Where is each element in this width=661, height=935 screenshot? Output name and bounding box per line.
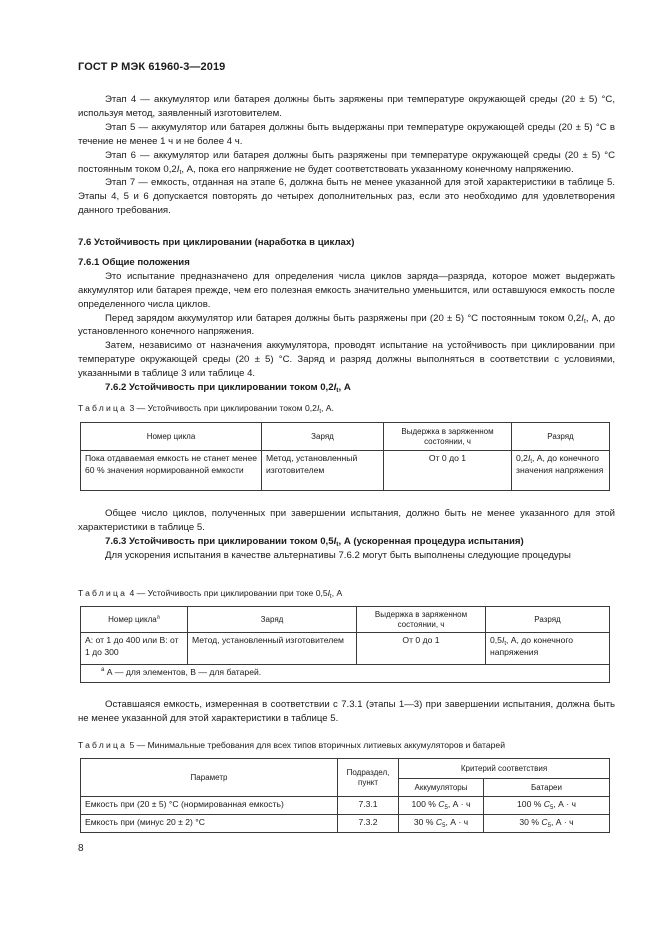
general-p1: Это испытание предназначено для определения числа циклов заряда—разряда, которое может выдержать аккумулятор или батарея прежде, чем его полезная емкость значительно уменьшится, или оставшуюся емкость после определенного числа циклов. — [78, 270, 615, 310]
table-3 — [80, 422, 610, 491]
table4-caption: Таблица 4 — Устойчивость при циклировании при токе $0,5I_t$, А — [78, 588, 343, 600]
after-table3: Общее число циклов, полученных при завершении испытания, должно быть не менее указанного для этой характеристики в таблице 5. — [78, 508, 615, 533]
heading-7-6-2: 7.6.2 Устойчивость при циклировании током $0,2I_t$, А — [105, 382, 351, 395]
stage-7: Этап 7 — емкость, отданная на этапе 6, должна быть не менее указанной для этой характеристики в таблице 5. Этапы 4, 5 и 6 допускается повторять до четырех дополнительных раз, если это необходимо для удовлетворения данного требования. — [78, 177, 615, 217]
t4-cell-cycle: А: от 1 до 400 или В: от 1 до 300 — [81, 633, 188, 665]
t5-cell-batteries: 30 % $C_5$, А · ч — [484, 815, 610, 833]
general-p3: Затем, независимо от назначения аккумулятора, проводят испытание на устойчивость при циклировании при температуре окружающей среды (20 ± 5) °С. Заряд и разряд должны выполняться в соответствии с условиями, указанными в таблице 3 или таблице 4. — [78, 340, 615, 380]
stages-block — [78, 93, 615, 218]
table-row — [81, 633, 610, 665]
t4-cell-discharge: $0,5I_t$, А, до конечного напряжения — [486, 633, 610, 665]
table3-caption: Таблица 3 — Устойчивость при циклировании током $0,2I_t$, А. — [78, 403, 334, 415]
section-7-6-3 — [78, 507, 615, 563]
t4-header-charge: Заряд — [188, 607, 357, 633]
page-number: 8 — [78, 843, 84, 854]
table5-caption: Таблица 5 — Минимальные требования для всех типов вторичных литиевых аккумуляторов и батарей — [78, 740, 505, 750]
t4-cell-hold: От 0 до 1 — [357, 633, 486, 665]
t4-cell-charge: Метод, установленный изготовителем — [188, 633, 357, 665]
after-table4: Оставшаяся емкость, измеренная в соответствии с 7.3.1 (этапы 1—3) при завершении испытания, должна быть не менее указанной для этой характеристики в таблице 5. — [78, 699, 615, 724]
table-4 — [80, 606, 610, 683]
t5-header-criterion: Критерий соответствия — [399, 759, 610, 779]
t3-cell-discharge: $0,2I_t$, А, до конечного значения напряжения — [512, 451, 610, 491]
stage-4: Этап 4 — аккумулятор или батарея должны быть заряжены при температуре окружающей среды (20 ± 5) °С, используя метод, заявленный изготовителем. — [78, 94, 615, 119]
t3-header-charge: Заряд — [262, 423, 384, 451]
t4-footnote: $^а$ А — для элементов, В — для батарей. — [81, 665, 610, 683]
t5-header-accumulators: Аккумуляторы — [399, 779, 484, 797]
stage-5: Этап 5 — аккумулятор или батарея должны быть выдержаны при температуре окружающей среды (20 ± 5) °С в течение не менее 1 ч и не более 4 ч. — [78, 121, 615, 147]
stage-6: Этап 6 — аккумулятор или батарея должны быть разряжены при температуре окружающей среды (20 ± 5) °С постоянным током $0,2I_t$, А, пока его напряжение не будет соответствовать указанному конечному напряжению. — [78, 149, 615, 176]
accel-text: Для ускорения испытания в качестве альтернативы 7.6.2 могут быть выполнены следующие процедуры — [105, 549, 571, 561]
t5-header-subsection: Подраздел, пункт — [338, 759, 399, 797]
t5-cell-param: Емкость при (20 ± 5) °С (нормированная емкость) — [81, 797, 338, 815]
t5-cell-accumulators: 100 % $C_5$, А · ч — [399, 797, 484, 815]
t5-cell-subsection: 7.3.1 — [338, 797, 399, 815]
t3-cell-cycle: Пока отдаваемая емкость не станет менее 60 % значения нормированной емкости — [81, 451, 262, 491]
heading-7-6-3: 7.6.3 Устойчивость при циклировании током $0,5I_t$, А (ускоренная процедура испытания) — [105, 535, 524, 548]
table-row — [81, 451, 610, 491]
heading-7-6: 7.6 Устойчивость при циклировании (наработка в циклах) — [78, 237, 355, 248]
t5-header-batteries: Батареи — [484, 779, 610, 797]
t3-cell-hold: От 0 до 1 — [384, 451, 512, 491]
t5-header-param: Параметр — [81, 759, 338, 797]
section-7-6 — [78, 236, 615, 395]
general-p2: Перед зарядом аккумулятор или батарея должны быть разряжены при (20 ± 5) °С постоянным током $0,2I_t$, А, до установленного конечного напряжения. — [78, 312, 615, 338]
t3-header-cycle: Номер цикла — [81, 423, 262, 451]
table-row — [81, 815, 610, 833]
table-row — [81, 797, 610, 815]
t3-cell-charge: Метод, установленный изготовителем — [262, 451, 384, 491]
document-header: ГОСТ Р МЭК 61960-3—2019 — [78, 61, 226, 73]
t4-header-hold: Выдержка в заряженном состоянии, ч — [357, 607, 486, 633]
t5-cell-batteries: 100 % $C_5$, А · ч — [484, 797, 610, 815]
t5-cell-accumulators: 30 % $C_5$, А · ч — [399, 815, 484, 833]
t5-cell-subsection: 7.3.2 — [338, 815, 399, 833]
t4-header-discharge: Разряд — [486, 607, 610, 633]
after-table4-block — [78, 698, 615, 726]
table-5 — [80, 758, 610, 833]
t4-header-cycle: Номер цикла$^а$ — [81, 607, 188, 633]
heading-7-6-1: 7.6.1 Общие положения — [78, 256, 190, 268]
t3-header-hold: Выдержка в заряженном состоянии, ч — [384, 423, 512, 451]
t3-header-discharge: Разряд — [512, 423, 610, 451]
t5-cell-param: Емкость при (минус 20 ± 2) °С — [81, 815, 338, 833]
